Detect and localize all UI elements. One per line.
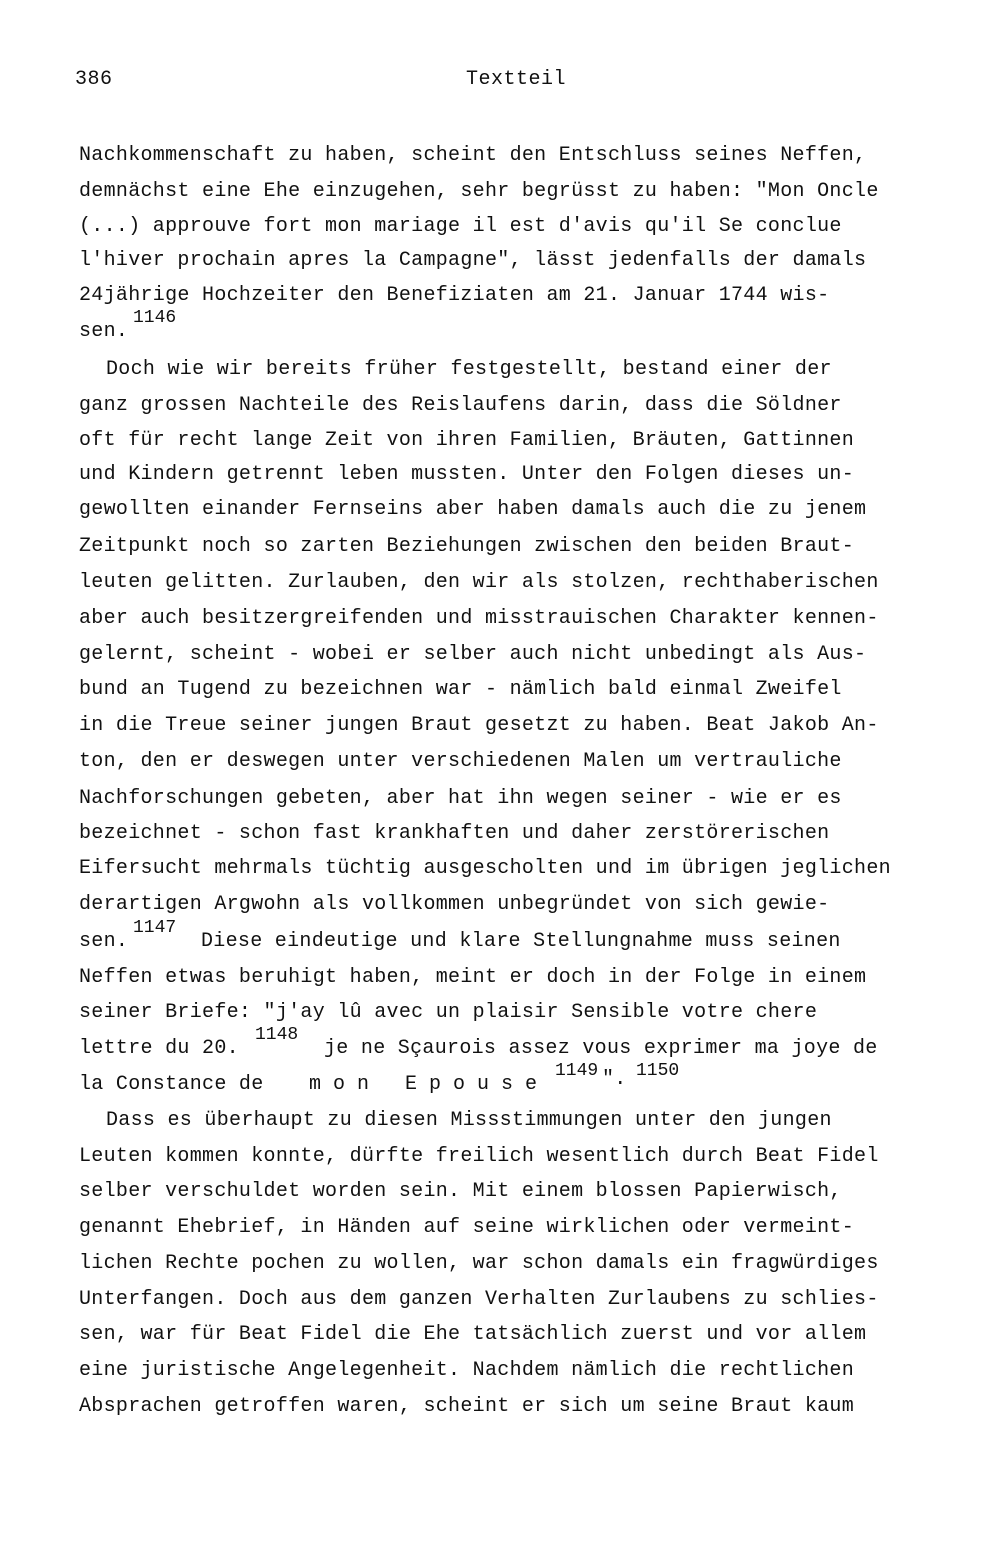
text-line: lettre du 20. [79, 1037, 239, 1060]
text-line: Diese eindeutige und klare Stellungnahme muss seinen [201, 930, 841, 953]
text-line: Zeitpunkt noch so zarten Beziehungen zwischen den beiden Braut- [79, 535, 855, 558]
text-line: genannt Ehebrief, in Händen auf seine wirklichen oder vermeint- [79, 1216, 855, 1239]
footnote-marker: 1146 [133, 308, 177, 328]
text-line: lichen Rechte pochen zu wollen, war schon damals ein fragwürdiges [79, 1252, 879, 1275]
text-line: oft für recht lange Zeit von ihren Familien, Bräuten, Gattinnen [79, 429, 855, 452]
footnote-marker: 1150 [636, 1061, 680, 1081]
text-line: bezeichnet - schon fast krankhaften und daher zerstörerischen [79, 822, 830, 845]
running-title: Textteil [466, 68, 567, 91]
text-line: Absprachen getroffen waren, scheint er sich um seine Braut kaum [79, 1395, 855, 1418]
text-line: gelernt, scheint - wobei er selber auch nicht unbedingt als Aus- [79, 643, 867, 666]
spaced-text: mon Epouse [309, 1073, 550, 1096]
text-line: in die Treue seiner jungen Braut gesetzt zu haben. Beat Jakob An- [79, 714, 879, 737]
text-line: Unterfangen. Doch aus dem ganzen Verhalten Zurlaubens zu schlies- [79, 1288, 879, 1311]
text-line: Neffen etwas beruhigt haben, meint er doch in der Folge in einem [79, 966, 867, 989]
text-line: Nachforschungen gebeten, aber hat ihn wegen seiner - wie er es [79, 787, 842, 810]
text-line: seiner Briefe: "j'ay lû avec un plaisir Sensible votre chere [79, 1001, 818, 1024]
footnote-marker: 1148 [255, 1025, 299, 1045]
text-line: ganz grossen Nachteile des Reislaufens darin, dass die Söldner [79, 394, 842, 417]
page-number: 386 [75, 68, 113, 91]
text-line: leuten gelitten. Zurlauben, den wir als stolzen, rechthaberischen [79, 571, 879, 594]
text-line: selber verschuldet worden sein. Mit einem blossen Papierwisch, [79, 1180, 842, 1203]
text-line: Eifersucht mehrmals tüchtig ausgescholten und im übrigen jeglichen [79, 857, 891, 880]
footnote-marker: 1147 [133, 918, 177, 938]
text-line: derartigen Argwohn als vollkommen unbegründet von sich gewie- [79, 893, 830, 916]
text-line: sen. [79, 320, 129, 343]
footnote-marker: 1149 [555, 1061, 599, 1081]
text-line: 24jährige Hochzeiter den Benefiziaten am 21. Januar 1744 wis- [79, 284, 830, 307]
text-line: Leuten kommen konnte, dürfte freilich wesentlich durch Beat Fidel [79, 1145, 879, 1168]
text-line: sen, war für Beat Fidel die Ehe tatsächlich zuerst und vor allem [79, 1323, 867, 1346]
text-line: gewollten einander Fernseins aber haben damals auch die zu jenem [79, 498, 867, 521]
text-line: aber auch besitzergreifenden und misstrauischen Charakter kennen- [79, 607, 879, 630]
text-line: l'hiver prochain apres la Campagne", lässt jedenfalls der damals [79, 249, 867, 272]
text-line: (...) approuve fort mon mariage il est d'avis qu'il Se conclue [79, 215, 842, 238]
text-line: Nachkommenschaft zu haben, scheint den Entschluss seines Neffen, [79, 144, 867, 167]
text-line: Dass es überhaupt zu diesen Missstimmungen unter den jungen [106, 1109, 832, 1132]
text-line: je ne Sçaurois assez vous exprimer ma joye de [324, 1037, 878, 1060]
text-line: Doch wie wir bereits früher festgestellt, bestand einer der [106, 358, 832, 381]
text-line: ". [602, 1068, 627, 1091]
text-line: demnächst eine Ehe einzugehen, sehr begrüsst zu haben: "Mon Oncle [79, 180, 879, 203]
text-line: la Constance de [79, 1073, 264, 1096]
text-line: bund an Tugend zu bezeichnen war - nämlich bald einmal Zweifel [79, 678, 842, 701]
text-line: eine juristische Angelegenheit. Nachdem nämlich die rechtlichen [79, 1359, 855, 1382]
text-line: sen. [79, 930, 129, 953]
text-line: ton, den er deswegen unter verschiedenen Malen um vertrauliche [79, 750, 842, 773]
text-line: und Kindern getrennt leben mussten. Unter den Folgen dieses un- [79, 463, 855, 486]
